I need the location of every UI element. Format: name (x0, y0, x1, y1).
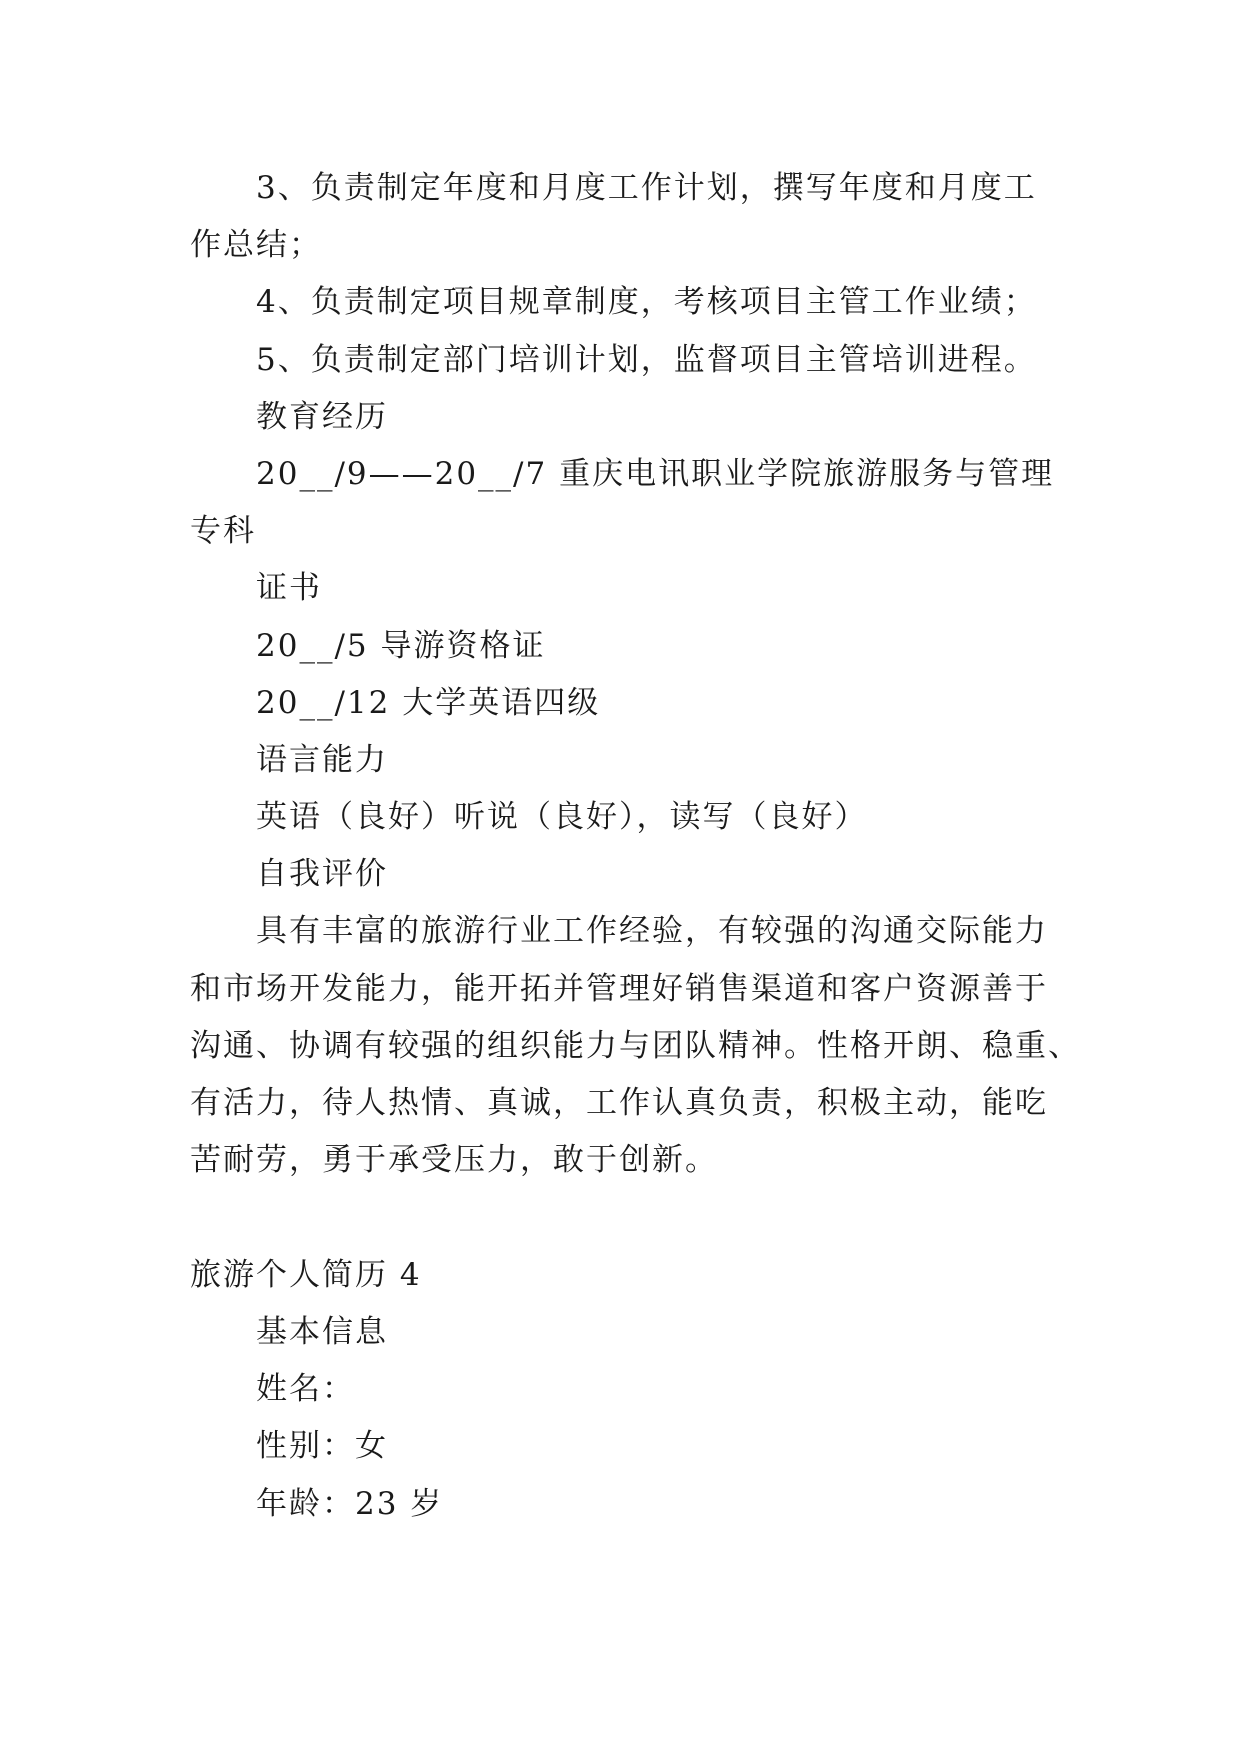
certificate-item: 20__/5 导游资格证 (256, 628, 546, 664)
self-evaluation-line: 具有丰富的旅游行业工作经验，有较强的沟通交际能力 (256, 913, 1048, 949)
self-evaluation-line: 沟通、协调有较强的组织能力与团队精神。性格开朗、稳重、 (190, 1028, 1081, 1064)
name-field: 姓名： (256, 1371, 355, 1407)
self-evaluation-line: 苦耐劳，勇于承受压力，敢于创新。 (190, 1142, 718, 1178)
basic-info-heading: 基本信息 (256, 1314, 388, 1350)
language-detail: 英语（良好）听说（良好），读写（良好） (256, 799, 868, 835)
certificates-heading: 证书 (256, 570, 322, 606)
duty-3-line-1: 3、负责制定年度和月度工作计划，撰写年度和月度工 (256, 170, 1037, 206)
section-title: 旅游个人简历 4 (190, 1257, 422, 1293)
education-heading: 教育经历 (256, 399, 388, 435)
self-evaluation-line: 有活力，待人热情、真诚，工作认真负责，积极主动，能吃 (190, 1085, 1048, 1121)
self-evaluation-line: 和市场开发能力，能开拓并管理好销售渠道和客户资源善于 (190, 971, 1048, 1007)
duty-4: 4、负责制定项目规章制度，考核项目主管工作业绩； (256, 284, 1037, 320)
certificate-item: 20__/12 大学英语四级 (256, 685, 601, 721)
education-entry-line-1: 20__/9——20__/7 重庆电讯职业学院旅游服务与管理 (256, 456, 1055, 492)
language-heading: 语言能力 (256, 742, 388, 778)
age-field: 年龄：23 岁 (256, 1486, 444, 1522)
education-entry-line-2: 专科 (190, 513, 256, 549)
duty-5: 5、负责制定部门培训计划，监督项目主管培训进程。 (256, 342, 1037, 378)
duty-3-line-2: 作总结； (190, 227, 322, 263)
gender-field: 性别：女 (256, 1428, 388, 1464)
self-evaluation-heading: 自我评价 (256, 856, 388, 892)
